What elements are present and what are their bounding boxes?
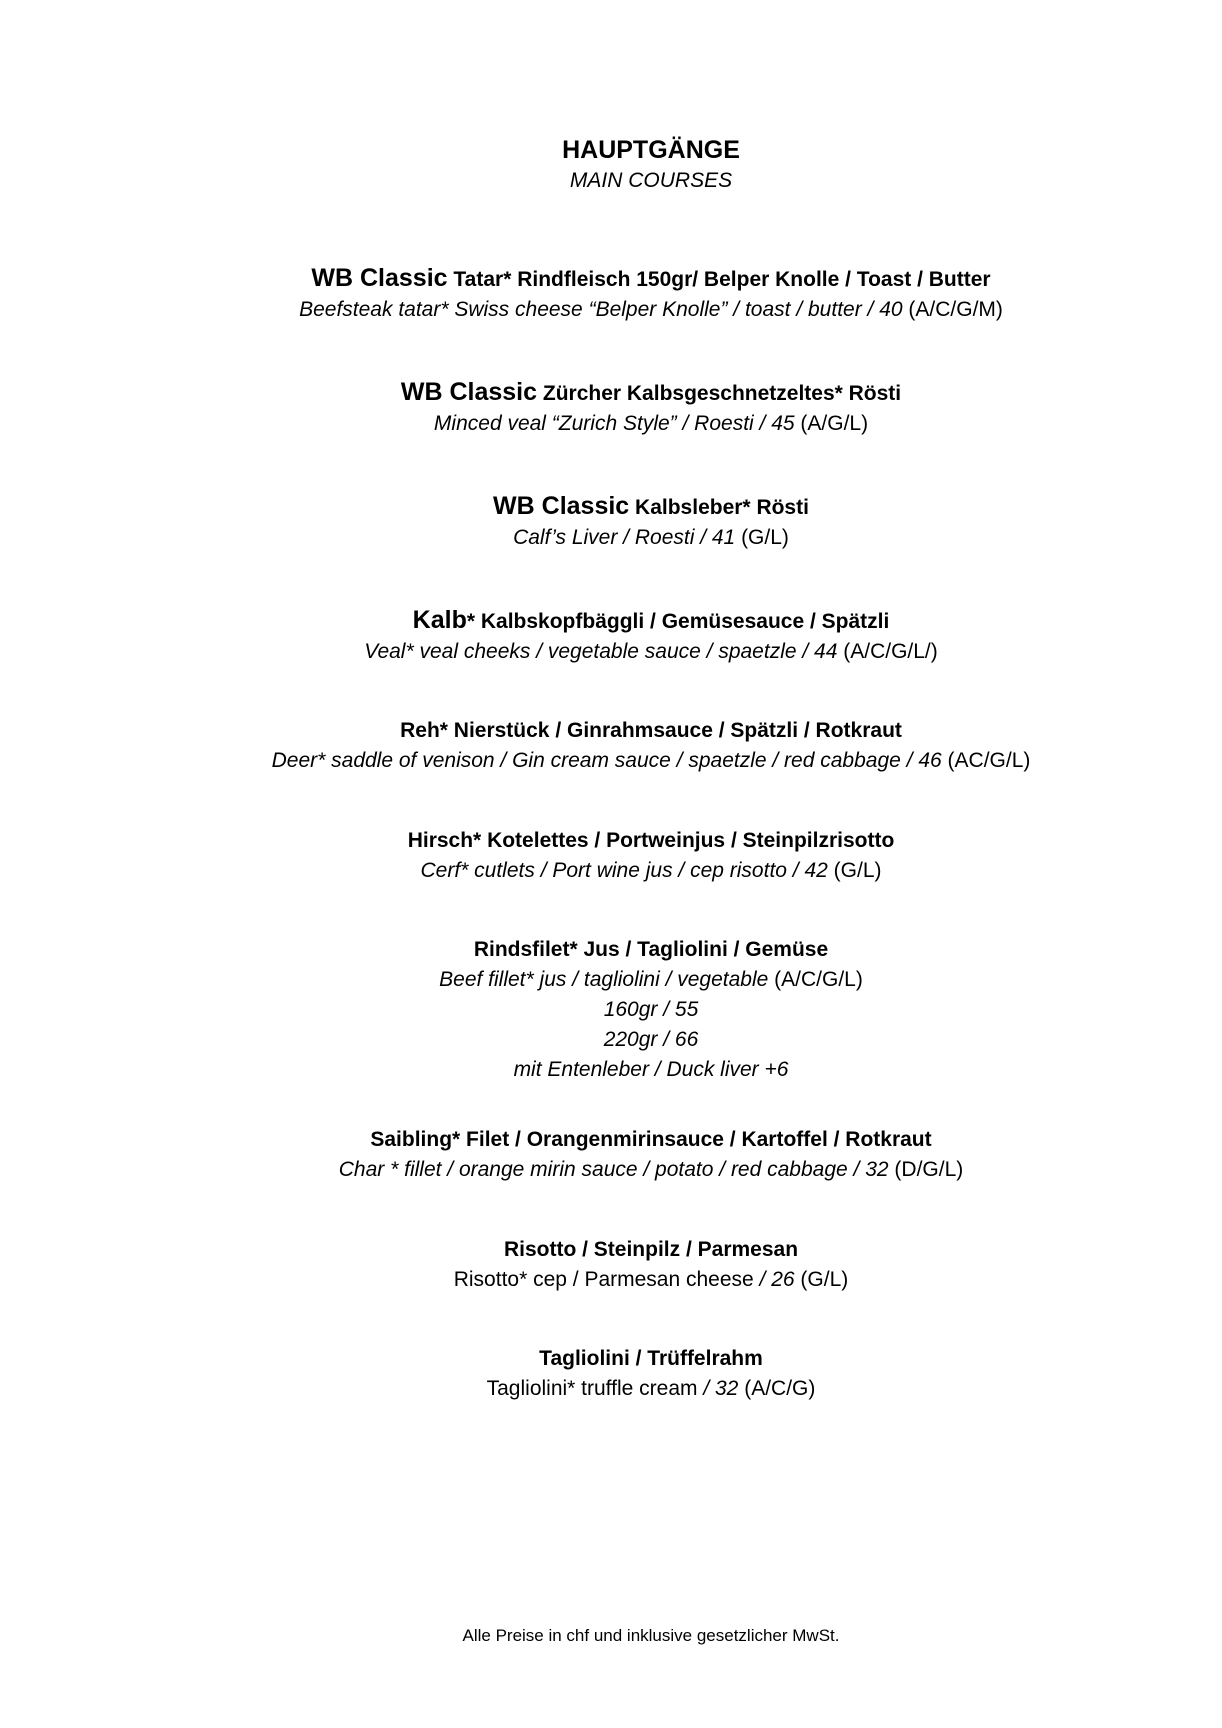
menu-item-geschnetzeltes	[40, 377, 1222, 439]
dish-allergens: (A/C/G/L/)	[837, 640, 938, 663]
dish-title: Risotto / Steinpilz / Parmesan	[503, 1238, 799, 1261]
portion-option: 160gr / 55	[603, 998, 699, 1021]
dish-allergens: (A/C/G/M)	[902, 298, 1003, 321]
dish-title	[40, 377, 1222, 409]
portion-option: 220gr / 66	[603, 1028, 699, 1051]
dish-description	[40, 856, 1222, 886]
dish-title: Tagliolini / Trüffelrahm	[539, 1347, 763, 1370]
dish-title-lead: Kalb	[412, 606, 467, 634]
dish-title-lead: WB Classic	[400, 378, 538, 406]
dish-allergens: (G/L)	[794, 1268, 849, 1291]
dish-description-text: Beefsteak tatar* Swiss cheese “Belper Knolle” / toast / butter / 40	[299, 298, 903, 321]
dish-description-text: Beef fillet* jus / tagliolini / vegetable	[439, 968, 769, 991]
dish-price: / 32	[697, 1377, 739, 1400]
menu-header	[40, 134, 1222, 196]
price-note: Alle Preise in chf und inklusive gesetzlicher MwSt.	[462, 1626, 840, 1645]
menu-item-risotto	[40, 1235, 1222, 1295]
dish-description-text: Minced veal “Zurich Style” / Roesti / 45	[433, 412, 795, 435]
dish-description	[40, 409, 1222, 439]
menu-item-tatar	[40, 263, 1222, 325]
addon-option: mit Entenleber / Duck liver +6	[513, 1058, 789, 1081]
dish-description-text: Veal* veal cheeks / vegetable sauce / spaetzle / 44	[364, 640, 838, 663]
dish-description-text: Calf’s Liver / Roesti / 41	[513, 526, 736, 549]
dish-description-text: Char * fillet / orange mirin sauce / potato / red cabbage / 32	[338, 1158, 889, 1181]
menu-item-kalbsleber	[40, 491, 1222, 553]
dish-allergens: (G/L)	[827, 859, 882, 882]
dish-title-rest: Tatar* Rindfleisch 150gr/ Belper Knolle / Toast / Butter	[447, 268, 991, 291]
dish-title	[40, 491, 1222, 523]
dish-title-lead: WB Classic	[311, 264, 448, 292]
dish-title-lead: WB Classic	[493, 492, 630, 520]
dish-description-text: Risotto* cep / Parmesan cheese	[453, 1268, 754, 1291]
menu-item-kalb	[40, 605, 1222, 667]
dish-title	[40, 263, 1222, 295]
dish-description	[40, 637, 1222, 667]
menu-item-saibling	[40, 1125, 1222, 1185]
dish-title: Saibling* Filet / Orangenmirinsauce / Kartoffel / Rotkraut	[370, 1128, 932, 1151]
dish-title-rest: Zürcher Kalbsgeschnetzeltes* Rösti	[537, 382, 902, 405]
dish-description-text: Tagliolini* truffle cream	[486, 1377, 698, 1400]
dish-description	[40, 965, 1222, 995]
dish-title	[40, 605, 1222, 637]
dish-description	[40, 1155, 1222, 1185]
dish-description-text: Deer* saddle of venison / Gin cream sauce / spaetzle / red cabbage / 46	[271, 749, 942, 772]
dish-allergens: (AC/G/L)	[941, 749, 1031, 772]
menu-item-hirsch	[40, 826, 1222, 886]
dish-allergens: (A/G/L)	[794, 412, 869, 435]
dish-title-rest: * Kalbskopfbäggli / Gemüsesauce / Spätzli	[466, 610, 890, 633]
dish-title-rest: Kalbsleber* Rösti	[629, 496, 809, 519]
page-title: HAUPTGÄNGE	[562, 136, 740, 164]
dish-description	[40, 523, 1222, 553]
dish-description	[40, 1265, 1222, 1295]
menu-item-rindsfilet	[40, 935, 1222, 1085]
dish-allergens: (A/C/G)	[738, 1377, 816, 1400]
dish-title: Hirsch* Kotelettes / Portweinjus / Steinpilzrisotto	[407, 829, 895, 852]
menu-item-reh	[40, 716, 1222, 776]
menu-item-tagliolini	[40, 1344, 1222, 1404]
dish-allergens: (G/L)	[735, 526, 789, 549]
dish-allergens: (A/C/G/L)	[768, 968, 863, 991]
dish-title: Reh* Nierstück / Ginrahmsauce / Spätzli / Rotkraut	[400, 719, 902, 742]
dish-description	[40, 1374, 1222, 1404]
dish-description-text: Cerf* cutlets / Port wine jus / cep risotto / 42	[420, 859, 828, 882]
dish-title: Rindsfilet* Jus / Tagliolini / Gemüse	[473, 938, 829, 961]
dish-allergens: (D/G/L)	[888, 1158, 964, 1181]
page-subtitle: MAIN COURSES	[569, 169, 733, 192]
dish-description	[40, 746, 1222, 776]
dish-description	[40, 295, 1222, 325]
dish-price: / 26	[753, 1268, 795, 1291]
